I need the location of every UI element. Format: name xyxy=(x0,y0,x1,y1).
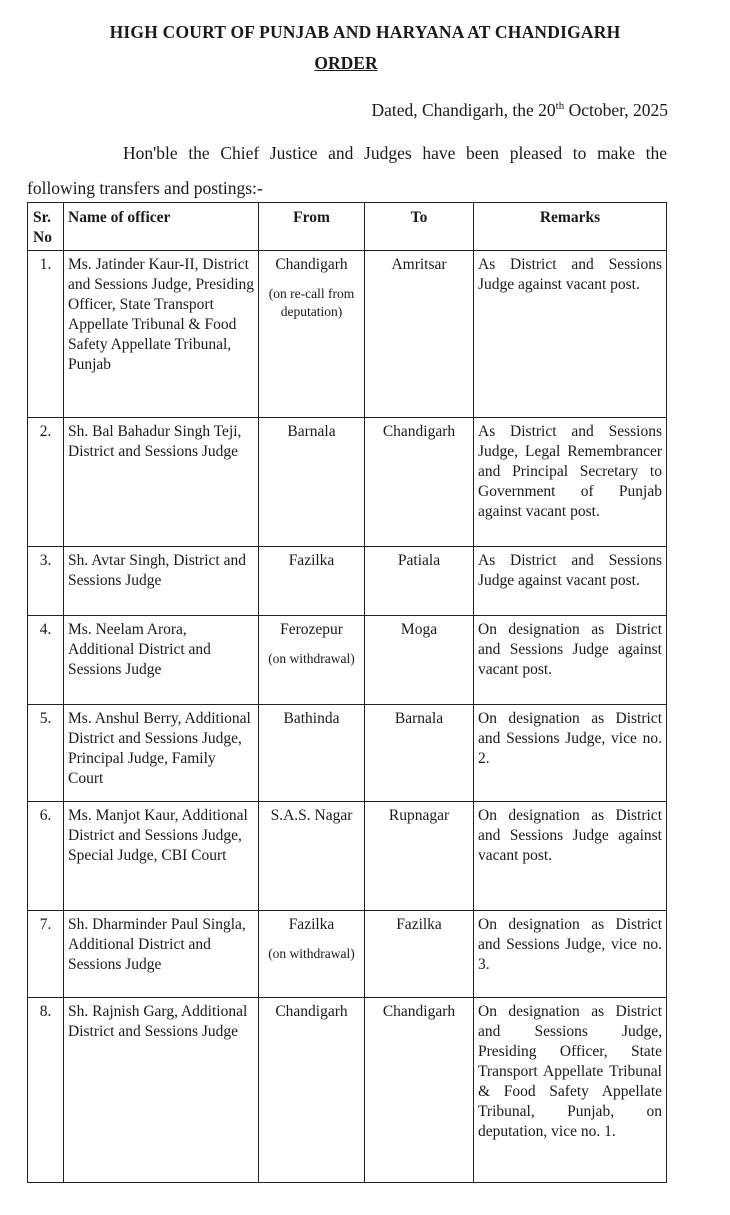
cell-remarks xyxy=(474,418,667,547)
table-row xyxy=(28,802,667,911)
from-place: Ferozepur xyxy=(280,621,343,638)
cell-from xyxy=(259,616,365,705)
remarks-text: As District and Sessions Judge, Legal Remembrancer and Principal Secretary to Government of Punjab against vacant post. xyxy=(478,423,662,520)
remarks-text: On designation as District and Sessions Judge, Presiding Officer, State Transport Appellate Tribunal & Food Safety Appellate Tribunal, Punjab, on deputation, vice no. 1. xyxy=(478,1003,662,1140)
table-row xyxy=(28,547,667,616)
cell-from xyxy=(259,705,365,802)
header-sr-no: Sr. No xyxy=(28,203,64,251)
cell-remarks xyxy=(474,616,667,705)
cell-remarks xyxy=(474,251,667,418)
from-place: S.A.S. Nagar xyxy=(270,807,353,824)
from-place: Barnala xyxy=(287,423,336,440)
cell-officer-name: Ms. Jatinder Kaur-II, District and Sessions Judge, Presiding Officer, State Transport Appellate Tribunal & Food Safety Appellate Tribunal, Punjab xyxy=(64,251,259,418)
remarks-text: As District and Sessions Judge against vacant post. xyxy=(478,552,662,589)
from-place: Chandigarh xyxy=(275,256,348,273)
cell-sr-no: 1. xyxy=(28,251,64,418)
cell-officer-name: Sh. Rajnish Garg, Additional District and Sessions Judge xyxy=(64,998,259,1183)
table-row xyxy=(28,705,667,802)
cell-sr-no: 3. xyxy=(28,547,64,616)
cell-remarks xyxy=(474,911,667,998)
cell-to: Patiala xyxy=(365,547,474,616)
from-place: Fazilka xyxy=(288,552,335,569)
table-row xyxy=(28,911,667,998)
cell-sr-no: 7. xyxy=(28,911,64,998)
court-title: HIGH COURT OF PUNJAB AND HARYANA AT CHANDIGARH xyxy=(109,22,621,42)
cell-officer-name: Ms. Anshul Berry, Additional District and Sessions Judge, Principal Judge, Family Court xyxy=(64,705,259,802)
cell-remarks xyxy=(474,998,667,1183)
cell-officer-name: Ms. Manjot Kaur, Additional District and Sessions Judge, Special Judge, CBI Court xyxy=(64,802,259,911)
cell-officer-name: Sh. Dharminder Paul Singla, Additional District and Sessions Judge xyxy=(64,911,259,998)
header-from: From xyxy=(259,203,365,251)
date-suffix: October, 2025 xyxy=(564,100,668,120)
cell-remarks xyxy=(474,705,667,802)
order-date xyxy=(371,100,668,121)
cell-to: Barnala xyxy=(365,705,474,802)
cell-officer-name: Sh. Bal Bahadur Singh Teji, District and Sessions Judge xyxy=(64,418,259,547)
table-header-row xyxy=(28,203,667,251)
cell-sr-no: 4. xyxy=(28,616,64,705)
cell-to: Fazilka xyxy=(365,911,474,998)
cell-to: Chandigarh xyxy=(365,998,474,1183)
cell-from xyxy=(259,998,365,1183)
cell-sr-no: 2. xyxy=(28,418,64,547)
date-superscript: th xyxy=(555,100,565,113)
cell-sr-no: 8. xyxy=(28,998,64,1183)
from-place: Chandigarh xyxy=(275,1003,348,1020)
from-place: Bathinda xyxy=(283,710,340,727)
order-heading-text: ORDER xyxy=(314,53,378,73)
table-row xyxy=(28,998,667,1183)
cell-from xyxy=(259,802,365,911)
header-name: Name of officer xyxy=(64,203,259,251)
cell-to: Rupnagar xyxy=(365,802,474,911)
cell-sr-no: 5. xyxy=(28,705,64,802)
remarks-text: On designation as District and Sessions Judge against vacant post. xyxy=(478,621,662,678)
remarks-text: On designation as District and Sessions Judge, vice no. 2. xyxy=(478,710,662,767)
cell-remarks xyxy=(474,802,667,911)
remarks-text: As District and Sessions Judge against vacant post. xyxy=(478,256,662,293)
order-heading xyxy=(0,53,692,74)
cell-remarks xyxy=(474,547,667,616)
table-row xyxy=(28,251,667,418)
from-note: (on re-call from deputation) xyxy=(268,286,355,319)
cell-from xyxy=(259,251,365,418)
date-prefix: Dated, Chandigarh, the 20 xyxy=(371,100,556,120)
from-note: (on withdrawal) xyxy=(268,651,355,666)
cell-from xyxy=(259,418,365,547)
from-place: Fazilka xyxy=(288,916,335,933)
from-note: (on withdrawal) xyxy=(268,946,355,961)
cell-from xyxy=(259,547,365,616)
intro-paragraph: Hon'ble the Chief Justice and Judges have been pleased to make the following transfers and postings:- xyxy=(27,143,667,198)
cell-from xyxy=(259,911,365,998)
cell-officer-name: Sh. Avtar Singh, District and Sessions Judge xyxy=(64,547,259,616)
remarks-text: On designation as District and Sessions Judge against vacant post. xyxy=(478,807,662,864)
cell-to: Amritsar xyxy=(365,251,474,418)
table-row xyxy=(28,418,667,547)
header-remarks: Remarks xyxy=(474,203,667,251)
cell-to: Moga xyxy=(365,616,474,705)
header-to: To xyxy=(365,203,474,251)
cell-sr-no: 6. xyxy=(28,802,64,911)
cell-officer-name: Ms. Neelam Arora, Additional District and Sessions Judge xyxy=(64,616,259,705)
remarks-text: On designation as District and Sessions Judge, vice no. 3. xyxy=(478,916,662,973)
transfers-table xyxy=(27,202,667,1183)
table-row xyxy=(28,616,667,705)
cell-to: Chandigarh xyxy=(365,418,474,547)
